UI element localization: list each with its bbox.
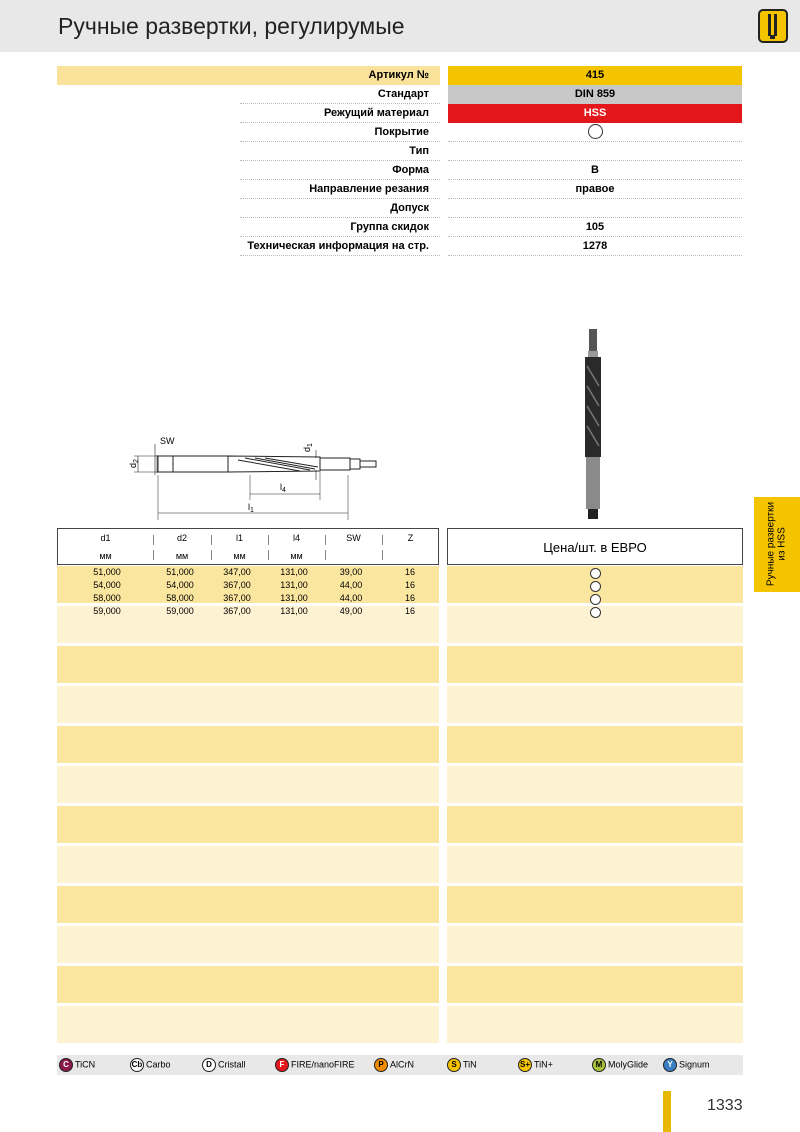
side-tab-label: Ручные развертки из HSS (765, 501, 788, 587)
spec-value-direction: правое (575, 183, 615, 195)
price-header: Цена/шт. в ЕВРО (447, 528, 743, 565)
spec-label: Артикул № (368, 69, 429, 81)
spec-row-coating (0, 123, 800, 142)
col-sw: SW (346, 533, 361, 543)
spec-label: Группа скидок (350, 221, 429, 233)
legend-cristall: D Cristall (202, 1058, 246, 1072)
spec-row-material (0, 104, 800, 123)
col-z: Z (407, 533, 414, 543)
availability-circle-icon[interactable] (590, 581, 601, 592)
page-number: 1333 (707, 1097, 743, 1114)
dim-d2: $d_2$ (128, 459, 140, 468)
spec-row-discount (0, 218, 800, 237)
spec-value-discount: 105 (585, 221, 605, 233)
unit-d2: мм (175, 551, 189, 561)
spec-row-standard (0, 85, 800, 104)
spec-value-type (448, 142, 742, 161)
table-row: 59,000 59,000 367,00 131,00 49,00 16 (93, 606, 415, 616)
side-tab (754, 497, 800, 592)
spec-row-type (0, 142, 800, 161)
reamer-photo (578, 326, 608, 521)
legend-signum: Y Signum (663, 1058, 710, 1072)
dim-l1: $l_1$ (248, 502, 254, 514)
legend-molyglide: M MolyGlide (592, 1058, 648, 1072)
legend-tin: S TiN (447, 1058, 477, 1072)
spec-row-direction (0, 180, 800, 199)
availability-circle-icon[interactable] (590, 594, 601, 605)
spec-label: Направление резания (309, 183, 429, 195)
spec-value-tolerance (448, 199, 742, 218)
dim-sw: SW (160, 436, 175, 446)
col-d2: d2 (176, 533, 187, 543)
spec-value-form: B (591, 164, 599, 176)
col-l1: l1 (235, 533, 243, 543)
dim-l4: $l_4$ (280, 482, 286, 494)
spec-label: Техническая информация на стр. (247, 240, 429, 252)
legend-carbo: Cb Carbo (130, 1058, 171, 1072)
availability-circle-icon[interactable] (590, 607, 601, 618)
legend-alcrn: P AlCrN (374, 1058, 414, 1072)
spec-row-article (0, 66, 800, 85)
page-title: Ручные развертки, регулирумые (58, 13, 405, 39)
legend-tin-plus: S+ TiN+ (518, 1058, 553, 1072)
table-row: 58,000 58,000 367,00 131,00 44,00 16 (93, 593, 415, 603)
spec-label: Покрытие (374, 126, 429, 138)
spec-value-techinfo: 1278 (582, 240, 608, 252)
spec-label: Стандарт (377, 88, 429, 100)
page-header (0, 0, 800, 52)
coating-legend (57, 1055, 743, 1075)
spec-value-standard: DIN 859 (448, 85, 742, 104)
page-marker (663, 1091, 671, 1132)
spec-label: Режущий материал (323, 107, 429, 119)
col-l4: l4 (292, 533, 300, 543)
spec-label: Форма (392, 164, 429, 176)
dim-d1: $d_1$ (302, 443, 314, 452)
unit-l1: мм (233, 551, 246, 561)
uncoated-circle-icon (588, 124, 603, 139)
col-d1: d1 (100, 533, 111, 543)
legend-fire: F FIRE/nanoFIRE (275, 1058, 355, 1072)
spec-row-tolerance (0, 199, 800, 218)
spec-value-material: HSS (448, 104, 742, 123)
unit-l4: мм (290, 551, 303, 561)
spec-value-coating (448, 123, 742, 142)
spec-label: Допуск (390, 202, 429, 214)
reamer-drawing (120, 430, 390, 525)
table-row: 54,000 54,000 367,00 131,00 44,00 16 (93, 580, 415, 590)
spec-value-article: 415 (448, 66, 742, 85)
reamer-logo-icon (758, 9, 788, 43)
table-row: 51,000 51,000 347,00 131,00 39,00 16 (93, 567, 415, 577)
table-header (57, 528, 439, 565)
availability-circle-icon[interactable] (590, 568, 601, 579)
spec-label: Тип (409, 145, 429, 157)
spec-row-techinfo (0, 237, 800, 256)
legend-ticn: C TiCN (59, 1058, 95, 1072)
unit-d1: мм (99, 551, 112, 561)
spec-row-form (0, 161, 800, 180)
